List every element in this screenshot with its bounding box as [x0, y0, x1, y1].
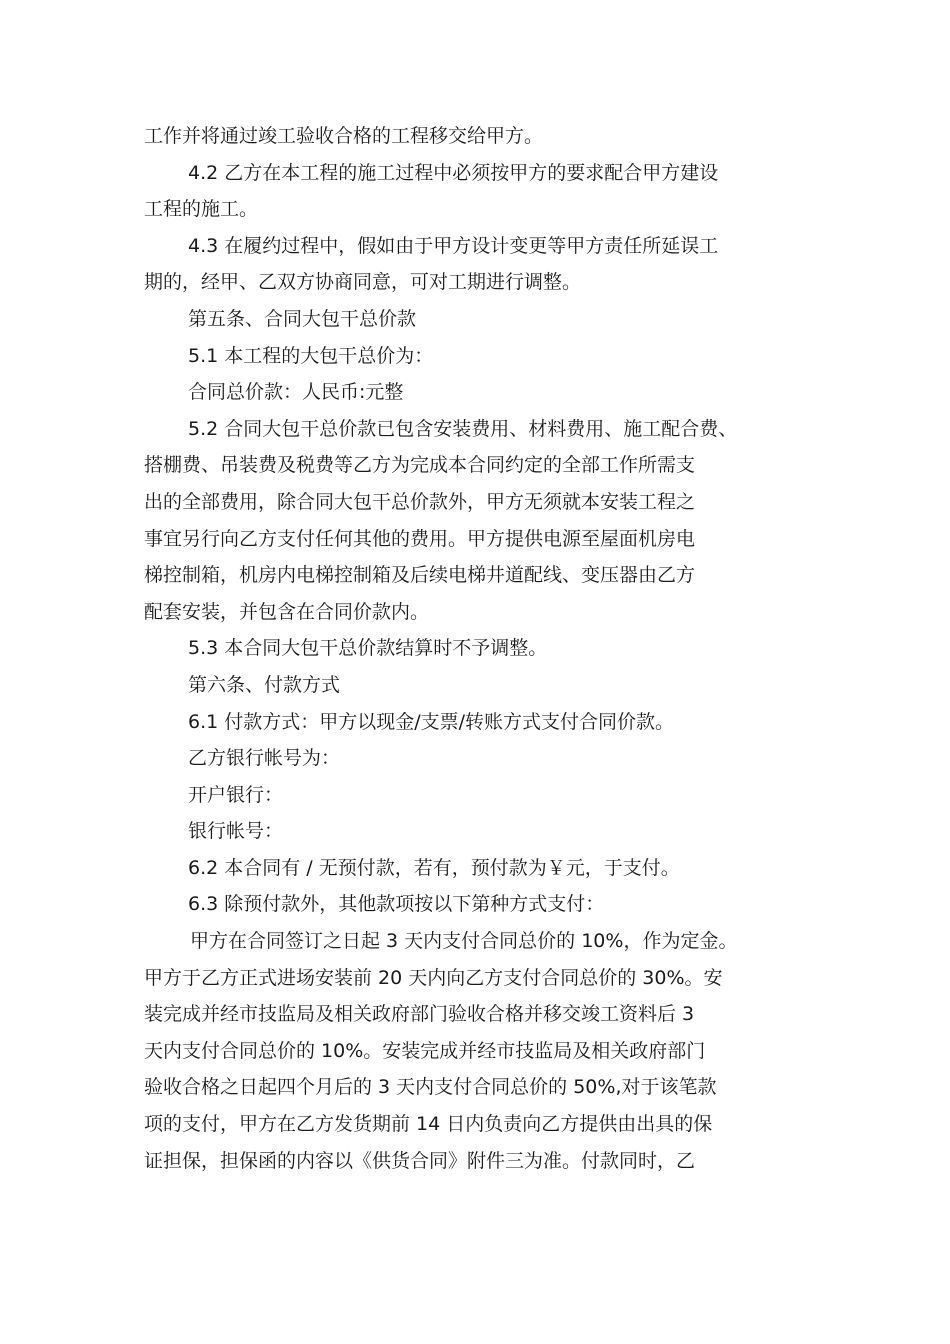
text-line: 事宜另行向乙方支付任何其他的费用。甲方提供电源至屋面机房电 [144, 527, 696, 550]
text-line: 工作并将通过竣工验收合格的工程移交给甲方。 [144, 125, 544, 147]
text-line: 5.2 合同大包干总价款已包含安装费用、材料费用、施工配合费、 [188, 417, 738, 440]
text-line: 证担保，担保函的内容以《供货合同》附件三为准。付款同时，乙 [144, 1149, 696, 1172]
text-line: 天内支付合同总价的 10%。安装完成并经市技监局及相关政府部门 [144, 1039, 706, 1062]
document-body [144, 118, 814, 1179]
text-line: 合同总价款：人民币:元整 [188, 381, 404, 404]
text-line: 配套安装，并包含在合同价款内。 [144, 600, 430, 623]
section-heading: 第五条、合同大包干总价款 [188, 307, 417, 330]
text-line: 5.1 本工程的大包干总价为： [188, 344, 434, 367]
text-line: 4.2 乙方在本工程的施工过程中必须按甲方的要求配合甲方建设 [188, 161, 719, 184]
section-heading: 第六条、付款方式 [188, 673, 341, 696]
text-line: 装完成并经市技监局及相关政府部门验收合格并移交竣工资料后 3 [144, 1003, 695, 1026]
text-line: 搭棚费、吊装费及税费等乙方为完成本合同约定的全部工作所需支 [144, 454, 696, 477]
text-line: 甲方在合同签订之日起 3 天内支付合同总价的 10%，作为定金。 [190, 930, 738, 953]
text-line: 出的全部费用，除合同大包干总价款外，甲方无须就本安装工程之 [144, 490, 696, 513]
text-line: 期的，经甲、乙双方协商同意，可对工期进行调整。 [144, 271, 582, 294]
text-line: 银行帐号： [188, 820, 284, 843]
text-line: 6.3 除预付款外，其他款项按以下第种方式支付： [188, 893, 605, 916]
text-line: 项的支付，甲方在乙方发货期前 14 日内负责向乙方提供由出具的保 [144, 1113, 713, 1136]
text-line: 工程的施工。 [144, 198, 259, 221]
text-line: 6.2 本合同有 / 无预付款，若有，预付款为￥元，于支付。 [188, 856, 680, 879]
text-line: 梯控制箱，机房内电梯控制箱及后续电梯井道配线、变压器由乙方 [144, 564, 696, 587]
text-line: 乙方银行帐号为： [188, 747, 341, 770]
text-line: 5.3 本合同大包干总价款结算时不予调整。 [188, 637, 548, 660]
text-line: 甲方于乙方正式进场安装前 20 天内向乙方支付合同总价的 30%。安 [144, 966, 723, 989]
text-line: 验收合格之日起四个月后的 3 天内支付合同总价的 50%,对于该笔款 [144, 1076, 717, 1099]
text-line: 开户银行： [188, 783, 284, 806]
text-line: 6.1 付款方式：甲方以现金/支票/转账方式支付合同价款。 [188, 710, 675, 733]
text-line: 4.3 在履约过程中，假如由于甲方设计变更等甲方责任所延误工 [188, 234, 719, 257]
